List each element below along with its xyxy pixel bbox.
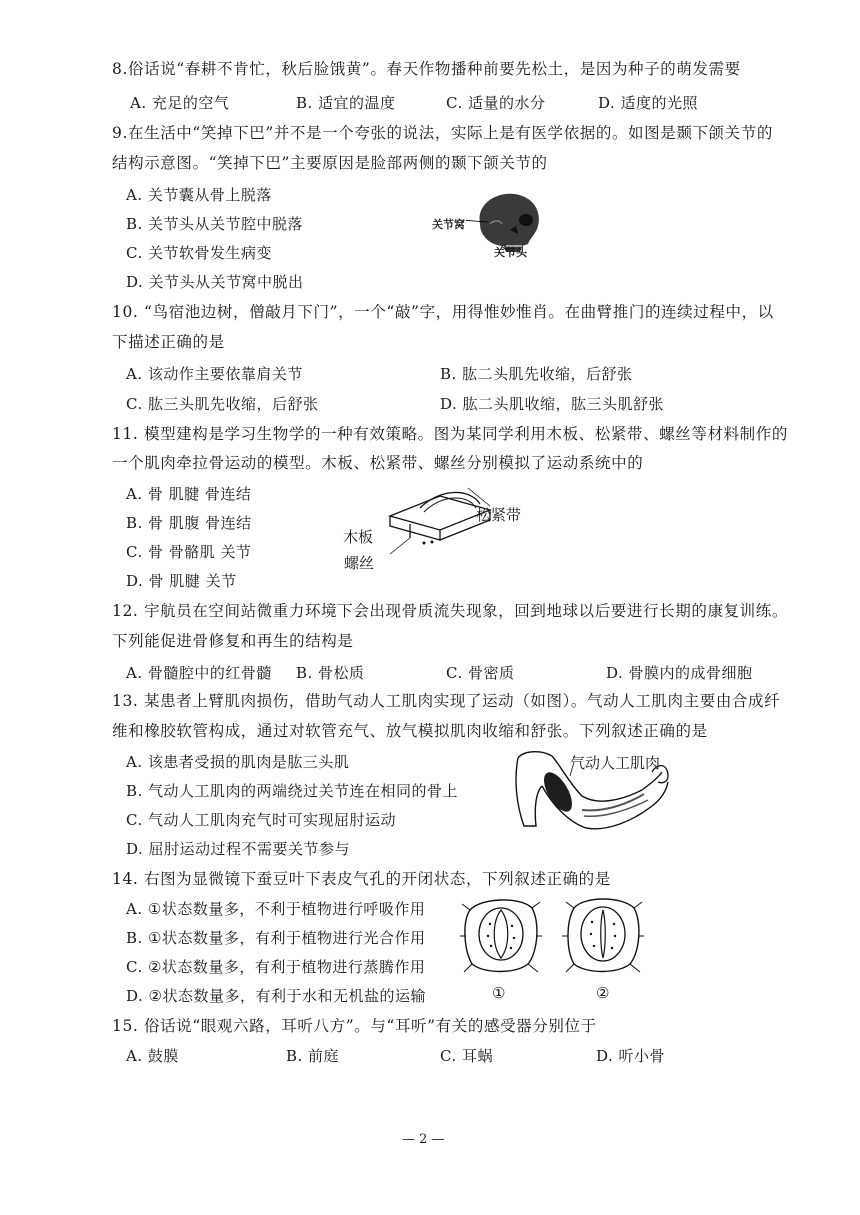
q14-option-a: A. ①状态数量多，不利于植物进行呼吸作用 bbox=[126, 900, 426, 918]
q14-option-c: C. ②状态数量多，有利于植物进行蒸腾作用 bbox=[126, 958, 426, 976]
q9-option-d: D. 关节头从关节窝中脱出 bbox=[126, 273, 304, 291]
q9-option-c: C. 关节软骨发生病变 bbox=[126, 244, 272, 262]
label-wood-board: 木板 bbox=[343, 528, 374, 546]
q12-option-a: A. 骨髓腔中的红骨髓 bbox=[126, 664, 272, 682]
q9-stem-line1: 9.在生活中“笑掉下巴”并不是一个夸张的说法，实际上是有医学依据的。如图是颞下颌关节的 bbox=[112, 124, 773, 142]
label-pneumatic-muscle: 气动人工肌肉 bbox=[570, 754, 661, 772]
q13-stem-line2: 维和橡胶软管构成，通过对软管充气、放气模拟肌肉收缩和舒张。下列叙述正确的是 bbox=[112, 722, 708, 740]
q10-option-c: C. 肱三头肌先收缩，后舒张 bbox=[126, 395, 319, 413]
q13-option-a: A. 该患者受损的肌肉是肱三头肌 bbox=[126, 753, 350, 771]
q11-option-d: D. 骨 肌腱 关节 bbox=[126, 572, 237, 590]
label-state-1: ① bbox=[492, 984, 506, 1002]
q11-option-a: A. 骨 肌腱 骨连结 bbox=[126, 485, 252, 503]
q14-option-b: B. ①状态数量多，有利于植物进行光合作用 bbox=[126, 929, 426, 947]
label-elastic-band: 松紧带 bbox=[476, 506, 522, 524]
q15-stem: 15. 俗话说“眼观六路，耳听八方”。与“耳听”有关的感受器分别位于 bbox=[112, 1017, 597, 1035]
q12-option-b: B. 骨松质 bbox=[296, 664, 365, 682]
q12-stem-line2: 下列能促进骨修复和再生的结构是 bbox=[112, 632, 354, 650]
q13-option-b: B. 气动人工肌肉的两端绕过关节连在相同的骨上 bbox=[126, 782, 459, 800]
stoma-closed-figure bbox=[562, 892, 644, 978]
q10-stem-line1: 10. “鸟宿池边树，僧敲月下门”，一个“敲”字，用得惟妙惟肖。在曲臂推门的连续过程中，以 bbox=[112, 303, 774, 321]
q13-option-d: D. 屈肘运动过程不需要关节参与 bbox=[126, 840, 351, 858]
stoma-open-figure bbox=[460, 892, 542, 978]
q14-option-d: D. ②状态数量多，有利于水和无机盐的运输 bbox=[126, 987, 426, 1005]
q9-option-b: B. 关节头从关节腔中脱落 bbox=[126, 215, 304, 233]
q8-option-a: A. 充足的空气 bbox=[130, 94, 230, 112]
q10-stem-line2: 下描述正确的是 bbox=[112, 333, 225, 351]
q9-stem-line2: 结构示意图。“笑掉下巴”主要原因是脸部两侧的颞下颌关节的 bbox=[112, 154, 548, 172]
q11-option-c: C. 骨 骨骼肌 关节 bbox=[126, 543, 252, 561]
q12-stem-line1: 12. 宇航员在空间站微重力环境下会出现骨质流失现象，回到地球以后要进行长期的康复训练。 bbox=[112, 602, 788, 620]
label-state-2: ② bbox=[596, 984, 610, 1002]
q9-option-a: A. 关节囊从骨上脱落 bbox=[126, 186, 272, 204]
q15-option-c: C. 耳蜗 bbox=[440, 1047, 493, 1065]
q11-stem-line1: 11. 模型建构是学习生物学的一种有效策略。图为某同学利用木板、松紧带、螺丝等材料制作的 bbox=[112, 425, 788, 443]
q10-option-b: B. 肱二头肌先收缩，后舒张 bbox=[440, 365, 633, 383]
page-number: — 2 — bbox=[402, 1132, 445, 1147]
q13-option-c: C. 气动人工肌肉充气时可实现屈肘运动 bbox=[126, 811, 396, 829]
q12-option-c: C. 骨密质 bbox=[446, 664, 515, 682]
q10-option-a: A. 该动作主要依靠肩关节 bbox=[126, 365, 303, 383]
q8-option-d: D. 适度的光照 bbox=[598, 94, 699, 112]
q15-option-b: B. 前庭 bbox=[286, 1047, 340, 1065]
label-joint-head: 关节头 bbox=[494, 246, 527, 259]
q14-stem: 14. 右图为显微镜下蚕豆叶下表皮气孔的开闭状态，下列叙述正确的是 bbox=[112, 870, 611, 888]
q11-stem-line2: 一个肌肉牵拉骨运动的模型。木板、松紧带、螺丝分别模拟了运动系统中的 bbox=[112, 454, 644, 472]
q13-stem-line1: 13. 某患者上臂肌肉损伤，借助气动人工肌肉实现了运动（如图）。气动人工肌肉主要由合成纤 bbox=[112, 692, 781, 710]
label-joint-fossa: 关节窝 bbox=[432, 218, 465, 231]
q12-option-d: D. 骨膜内的成骨细胞 bbox=[606, 664, 753, 682]
q8-option-c: C. 适量的水分 bbox=[446, 94, 546, 112]
q8-option-b: B. 适宜的温度 bbox=[296, 94, 396, 112]
q10-option-d: D. 肱二头肌收缩，肱三头肌舒张 bbox=[440, 395, 665, 413]
q15-option-d: D. 听小骨 bbox=[596, 1047, 666, 1065]
label-screw: 螺丝 bbox=[344, 554, 375, 572]
q11-option-b: B. 骨 肌腹 骨连结 bbox=[126, 514, 252, 532]
q8-stem: 8.俗话说“春耕不肯忙，秋后脸饿黄”。春天作物播种前要先松土，是因为种子的萌发需要 bbox=[112, 60, 741, 78]
q15-option-a: A. 鼓膜 bbox=[126, 1047, 179, 1065]
